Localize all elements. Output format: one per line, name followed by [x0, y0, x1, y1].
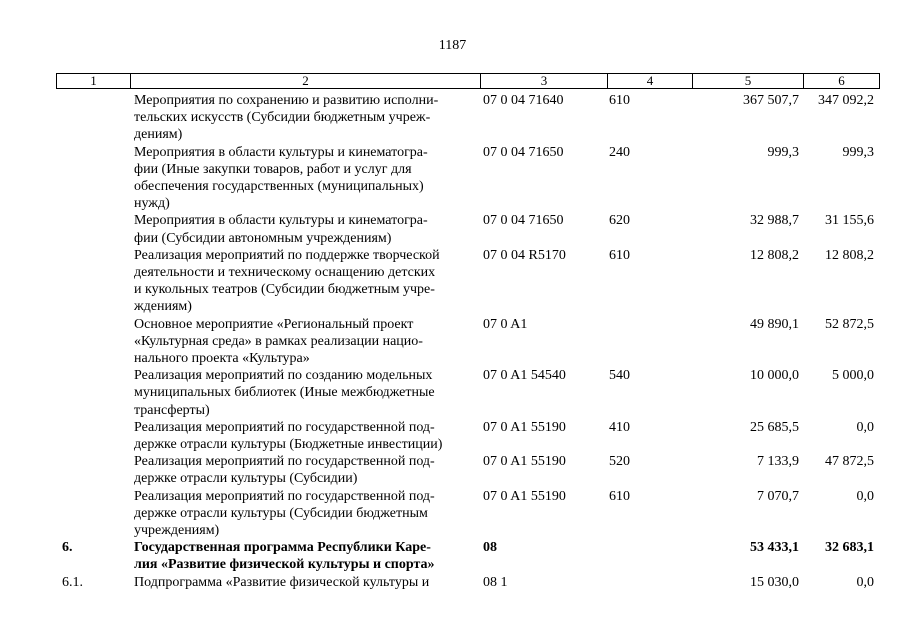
row-number: [56, 367, 130, 419]
row-value-2: 31 155,6: [825, 213, 874, 229]
row-type: [607, 539, 692, 573]
row-code: 07 0 04 71650: [483, 213, 564, 229]
description-line: Реализация мероприятий по государственной под-: [134, 419, 435, 435]
description-line: учреждениям): [134, 523, 220, 539]
row-number: [56, 453, 130, 487]
table-row: [56, 144, 880, 213]
row-type: 520: [609, 454, 630, 470]
description-line: фии (Иные закупки товаров, работ и услуг для: [134, 161, 412, 177]
row-value-2: 0,0: [856, 488, 874, 504]
table-row: [56, 247, 880, 316]
row-number: [56, 92, 130, 144]
row-code: 07 0 A1 54540: [483, 368, 566, 384]
description-line: Реализация мероприятий по созданию модельных: [134, 368, 433, 384]
row-code: 08 1: [483, 574, 508, 590]
row-type: 620: [609, 213, 630, 229]
row-code: 07 0 A1 55190: [483, 454, 566, 470]
row-description: [130, 574, 480, 591]
row-value-2: 32 683,1: [825, 540, 874, 556]
row-value-2: 5 000,0: [832, 368, 874, 384]
row-value-1: 25 685,5: [750, 419, 799, 435]
description-line: «Культурная среда» в рамках реализации нацио-: [134, 333, 423, 349]
row-value-1: 12 808,2: [750, 247, 799, 263]
header-col-4: 4: [608, 74, 693, 88]
table-row: [56, 453, 880, 487]
description-line: держке отрасли культуры (Субсидии бюджетным: [134, 505, 428, 521]
row-type: 240: [609, 144, 630, 160]
description-line: Реализация мероприятий по поддержке творческой: [134, 247, 440, 263]
row-type: 610: [609, 247, 630, 263]
description-line: и кукольных театров (Субсидии бюджетным учре-: [134, 282, 435, 298]
description-line: ждениям): [134, 299, 192, 315]
description-line: трансферты): [134, 402, 210, 418]
table-body: [56, 92, 880, 591]
description-line: держке отрасли культуры (Бюджетные инвестиции): [134, 437, 443, 453]
row-number: [56, 212, 130, 246]
description-line: Подпрограмма «Развитие физической культуры и: [134, 574, 430, 590]
header-col-2: 2: [131, 74, 481, 88]
table-row: [56, 488, 880, 540]
row-type: 610: [609, 93, 630, 108]
description-line: муниципальных библиотек (Иные межбюджетные: [134, 385, 435, 401]
row-code: 08: [483, 540, 497, 556]
description-line: фии (Субсидии автономным учреждениям): [134, 230, 392, 246]
description-line: Реализация мероприятий по государственной под-: [134, 454, 435, 470]
description-line: деятельности и техническому оснащению детских: [134, 265, 436, 281]
row-value-1: 999,3: [767, 144, 799, 160]
table-row: [56, 212, 880, 246]
row-value-2: 52 872,5: [825, 316, 874, 332]
row-value-2: 0,0: [856, 574, 874, 590]
row-code: 07 0 04 71640: [483, 93, 564, 108]
row-description: [130, 367, 480, 419]
table-header: [56, 73, 880, 89]
row-type: [607, 316, 692, 368]
row-number: 6.: [62, 540, 73, 556]
description-line: Основное мероприятие «Региональный проект: [134, 316, 414, 332]
row-description: [130, 539, 480, 573]
row-number: [56, 316, 130, 368]
row-type: 610: [609, 488, 630, 504]
row-number: [56, 247, 130, 316]
row-type: 410: [609, 419, 630, 435]
table-row: [56, 574, 880, 591]
description-line: держке отрасли культуры (Субсидии): [134, 471, 358, 487]
table-row: [56, 316, 880, 368]
description-line: дениям): [134, 127, 183, 143]
row-description: [130, 453, 480, 487]
description-line: нального проекта «Культура»: [134, 351, 310, 367]
row-code: 07 0 A1 55190: [483, 488, 566, 504]
row-code: 07 0 A1 55190: [483, 419, 566, 435]
description-line: Реализация мероприятий по государственной под-: [134, 488, 435, 504]
table-row: [56, 419, 880, 453]
row-type: [607, 574, 692, 591]
row-value-2: 0,0: [856, 419, 874, 435]
header-col-5: 5: [693, 74, 804, 88]
row-value-1: 10 000,0: [750, 368, 799, 384]
row-value-1: 7 070,7: [757, 488, 799, 504]
header-col-6: 6: [838, 73, 845, 88]
row-code: 07 0 A1: [483, 316, 528, 332]
row-description: [130, 92, 480, 144]
row-number: [56, 144, 130, 213]
description-line: Мероприятия по сохранению и развитию исполни-: [134, 93, 439, 108]
row-description: [130, 316, 480, 368]
row-description: [130, 144, 480, 213]
description-line: лия «Развитие физической культуры и спорта»: [134, 557, 435, 573]
description-line: обеспечения государственных (муниципальных): [134, 179, 424, 195]
row-value-1: 15 030,0: [750, 574, 799, 590]
description-line: тельских искусств (Субсидии бюджетным учреж-: [134, 110, 431, 126]
row-value-2: 347 092,2: [818, 93, 874, 108]
row-description: [130, 488, 480, 540]
description-line: Государственная программа Республики Каре-: [134, 540, 431, 556]
row-code: 07 0 04 R5170: [483, 247, 566, 263]
row-description: [130, 419, 480, 453]
row-number: [56, 419, 130, 453]
row-type: 540: [609, 368, 630, 384]
row-number: [56, 488, 130, 540]
description-line: Мероприятия в области культуры и кинематогра-: [134, 144, 428, 160]
row-value-1: 367 507,7: [743, 93, 799, 108]
description-line: Мероприятия в области культуры и кинематогра-: [134, 213, 428, 229]
table-row: [56, 539, 880, 573]
row-value-1: 49 890,1: [750, 316, 799, 332]
row-value-1: 32 988,7: [750, 213, 799, 229]
page-number: 1187: [438, 38, 467, 53]
row-number: 6.1.: [62, 574, 83, 590]
row-code: 07 0 04 71650: [483, 144, 564, 160]
row-description: [130, 247, 480, 316]
table-row: [56, 92, 880, 144]
row-value-2: 47 872,5: [825, 454, 874, 470]
row-value-1: 7 133,9: [757, 454, 799, 470]
header-col-1: 1: [57, 74, 131, 88]
table-row: [56, 367, 880, 419]
row-value-2: 12 808,2: [825, 247, 874, 263]
row-value-2: 999,3: [842, 144, 874, 160]
header-col-3: 3: [481, 74, 608, 88]
row-description: [130, 212, 480, 246]
description-line: нужд): [134, 196, 170, 212]
row-value-1: 53 433,1: [750, 540, 799, 556]
